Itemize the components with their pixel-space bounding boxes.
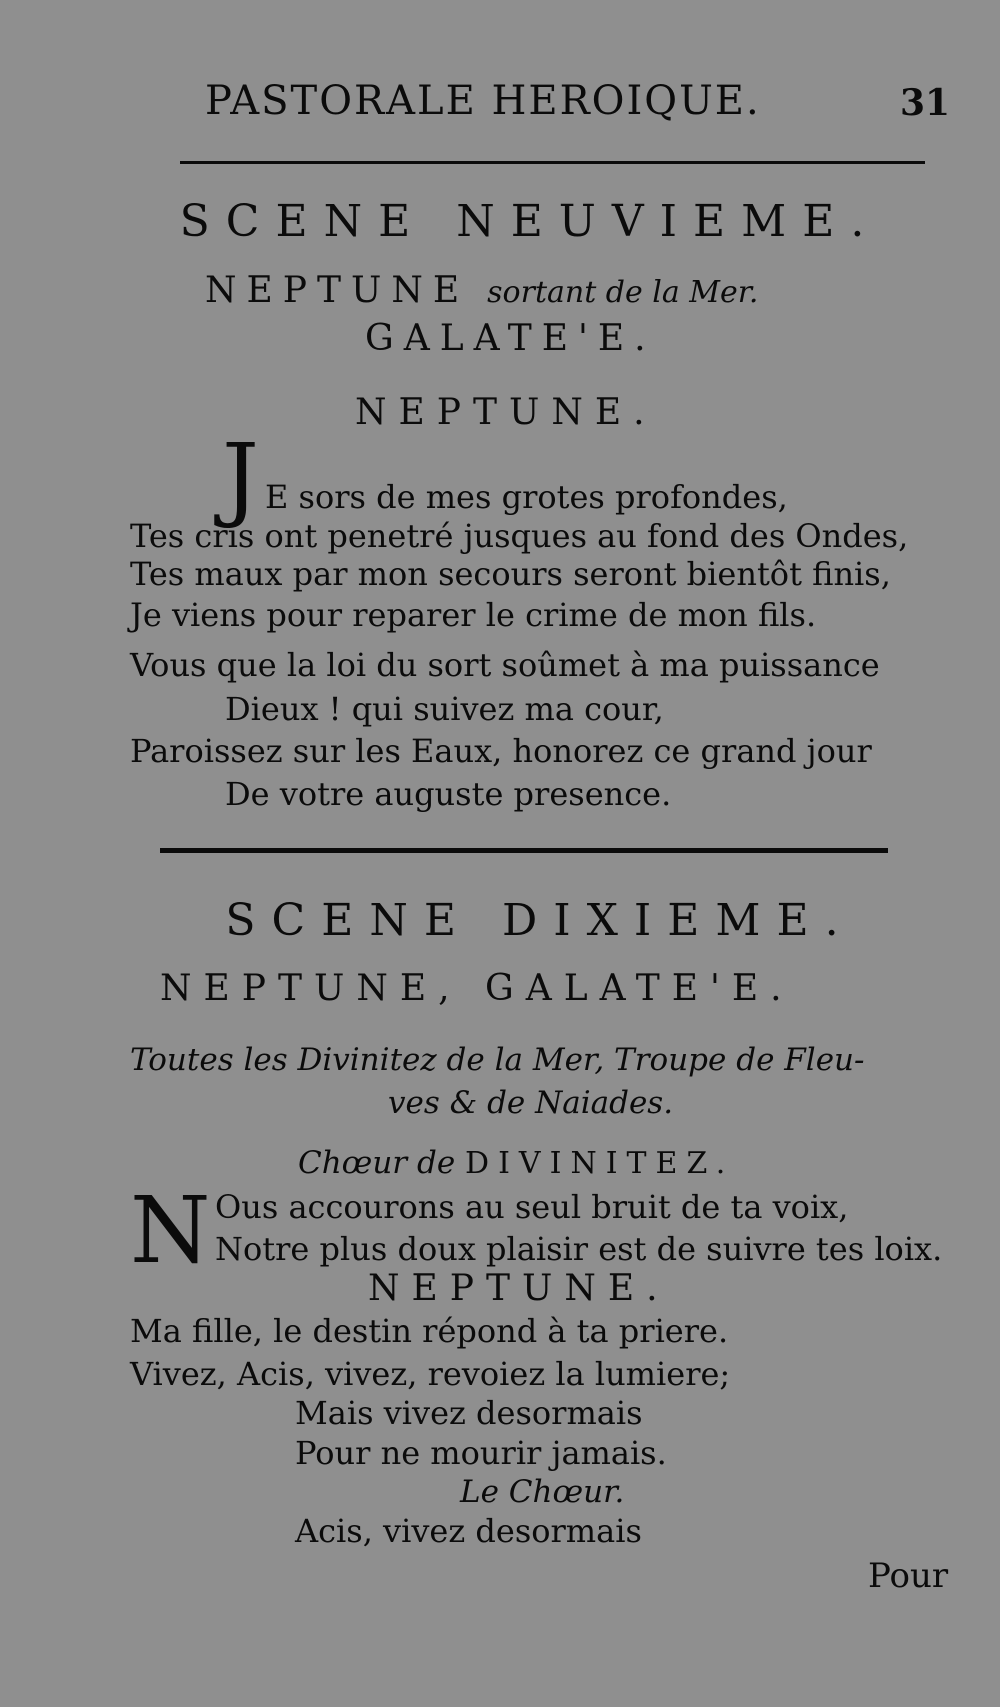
verse-line: Tes maux par mon secours seront bientôt finis, <box>130 555 891 593</box>
stage-direction-line: ves & de Naiades. <box>388 1085 674 1121</box>
chorus-label-prefix: Chœur de <box>298 1145 456 1181</box>
cast-line-scene10: NEPTUNE, GALATE'E. <box>160 968 794 1009</box>
scene-divider-rule <box>160 848 888 853</box>
catchword: Pour <box>868 1556 949 1596</box>
top-rule <box>180 161 925 164</box>
chorus-line: Notre plus doux plaisir est de suivre tes loix. <box>215 1230 943 1268</box>
stage-direction: sortant de la Mer. <box>487 275 759 310</box>
verse-line: E sors de mes grotes profondes, <box>265 478 788 516</box>
chorus-label-name: DIVINITEZ. <box>465 1146 735 1181</box>
verse-line: Vous que la loi du sort soûmet à ma puissance <box>130 646 880 684</box>
running-title: PASTORALE HEROIQUE. <box>205 78 761 124</box>
drop-cap-n: N <box>130 1177 211 1284</box>
verse-line: De votre auguste presence. <box>225 775 672 813</box>
cast-line-galatee: GALATE'E. <box>365 318 656 359</box>
verse-line: Ma fille, le destin répond à ta priere. <box>130 1312 729 1350</box>
speaker-neptune-2: NEPTUNE. <box>368 1268 670 1309</box>
chorus-line: Acis, vivez desormais <box>295 1512 642 1550</box>
verse-line: Mais vivez desormais <box>295 1394 643 1432</box>
chorus-label <box>298 1145 734 1181</box>
verse-line: Paroissez sur les Eaux, honorez ce grand jour <box>130 732 872 770</box>
speaker-neptune: NEPTUNE. <box>355 392 657 433</box>
chorus-label-2: Le Chœur. <box>460 1474 625 1510</box>
verse-line: Je viens pour reparer le crime de mon fils. <box>130 596 817 634</box>
scene-heading-9: SCENE NEUVIEME. <box>179 196 881 247</box>
verse-line: Tes cris ont penetré jusques au fond des Ondes, <box>130 517 909 555</box>
cast-line-neptune <box>205 270 758 311</box>
scene-heading-10: SCENE DIXIEME. <box>225 895 855 946</box>
verse-line: Vivez, Acis, vivez, revoiez la lumiere; <box>130 1355 731 1393</box>
verse-line: Dieux ! qui suivez ma cour, <box>225 690 664 728</box>
drop-cap-j: J <box>222 424 259 531</box>
stage-direction-line: Toutes les Divinitez de la Mer, Troupe de Fleu- <box>130 1042 865 1078</box>
chorus-line: Ous accourons au seul bruit de ta voix, <box>215 1188 849 1226</box>
verse-line: Pour ne mourir jamais. <box>295 1434 667 1472</box>
cast-name: NEPTUNE <box>205 270 470 311</box>
page-number: 31 <box>900 82 951 124</box>
